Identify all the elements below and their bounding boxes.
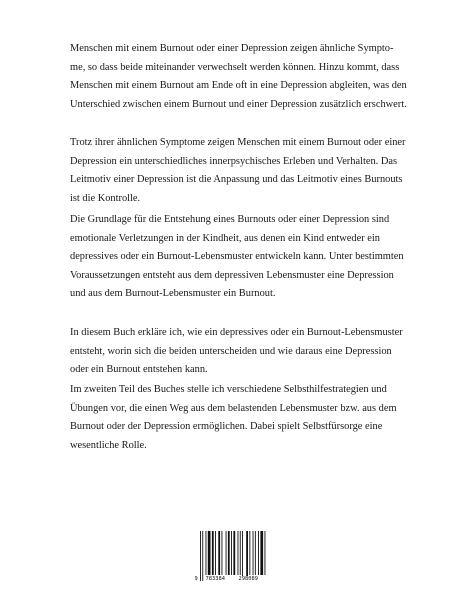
barcode-bar — [260, 531, 263, 575]
barcode-bar — [238, 531, 239, 575]
barcode-bar — [200, 531, 201, 581]
text-line: Im zweiten Teil des Buches stelle ich verschiedene Selbsthilfestrategien und — [70, 384, 387, 395]
barcode-bar — [265, 531, 266, 575]
barcode-bar — [218, 531, 220, 575]
text-line: Voraussetzungen entsteht aus dem depressiven Lebensmuster eine Depression — [70, 269, 394, 281]
text-line: emotionale Verletzungen in der Kindheit, aus denen ein Kind entweder ein — [70, 232, 380, 244]
barcode-digit-first: 9 — [194, 576, 198, 582]
text-line: Übungen vor, die einen Weg aus dem belastenden Lebensmuster bzw. aus dem — [70, 402, 397, 414]
barcode-bar — [231, 531, 232, 575]
barcode-bar — [206, 531, 207, 575]
barcode-bar — [246, 531, 248, 581]
text-line: wesentliche Rolle. — [70, 439, 147, 451]
barcode-bar — [208, 531, 211, 575]
text-line: In diesem Buch erkläre ich, wie ein depressives oder ein Burnout-Lebensmuster — [70, 327, 403, 338]
barcode-bar — [242, 531, 243, 581]
text-line: me, so dass beide miteinander verwechselt werden können. Hinzu kommt, dass — [70, 61, 400, 73]
barcode-bar — [253, 531, 254, 575]
text-line: Menschen mit einem Burnout am Ende oft in eine Depression abgleiten, was den — [70, 80, 407, 91]
text-line: Die Grundlage für die Entstehung eines Burnouts oder einer Depression sind — [70, 214, 390, 225]
barcode-bar — [233, 531, 235, 575]
barcode-bar — [240, 531, 241, 575]
barcode-digits-right: 298089 — [238, 576, 258, 582]
barcode-bar — [228, 531, 230, 575]
text-line: und aus dem Burnout-Lebensmuster ein Burnout. — [70, 288, 276, 299]
barcode-bar — [249, 531, 250, 575]
barcode-bar — [226, 531, 227, 575]
text-line: Leitmotiv einer Depression ist die Anpassung und das Leitmotiv eines Burnouts — [70, 174, 403, 185]
text-line: oder ein Burnout entstehen kann. — [70, 364, 208, 375]
isbn-barcode — [194, 531, 270, 587]
barcode-digits — [194, 576, 270, 586]
text-line: Trotz ihrer ähnlichen Symptome zeigen Menschen mit einem Burnout oder einer — [70, 137, 406, 148]
text-line: entsteht, worin sich die beiden unterscheiden und wie daraus eine Depression — [70, 345, 392, 357]
barcode-bar — [222, 531, 223, 575]
barcode-bars — [194, 531, 270, 581]
text-line: Menschen mit einem Burnout oder einer Depression zeigen ähnliche Sympto- — [70, 43, 394, 54]
barcode-bar — [255, 531, 256, 575]
paragraph-3 — [70, 211, 406, 304]
barcode-bar — [258, 531, 259, 575]
text-line: ist die Kontrolle. — [70, 192, 141, 204]
paragraph-4 — [70, 324, 406, 380]
paragraph-1 — [70, 40, 406, 114]
text-line: Burnout oder der Depression ermöglichen. Dabei spielt Selbstfürsorge eine — [70, 421, 383, 432]
paragraph-5 — [70, 381, 406, 455]
text-line: Depression ein unterschiedliches innerpsychisches Erleben und Verhalten. Das — [70, 155, 398, 167]
text-line: Unterschied zwischen einem Burnout und einer Depression zusätzlich erschwert. — [70, 98, 407, 110]
text-line: depressives oder ein Burnout-Lebensmuster entwickeln kann. Unter bestimmten — [70, 251, 404, 262]
barcode-bar — [202, 531, 203, 581]
barcode-bar — [212, 531, 214, 575]
barcode-digits-left: 783384 — [205, 576, 225, 582]
paragraph-2 — [70, 134, 406, 208]
barcode-bar — [215, 531, 216, 575]
